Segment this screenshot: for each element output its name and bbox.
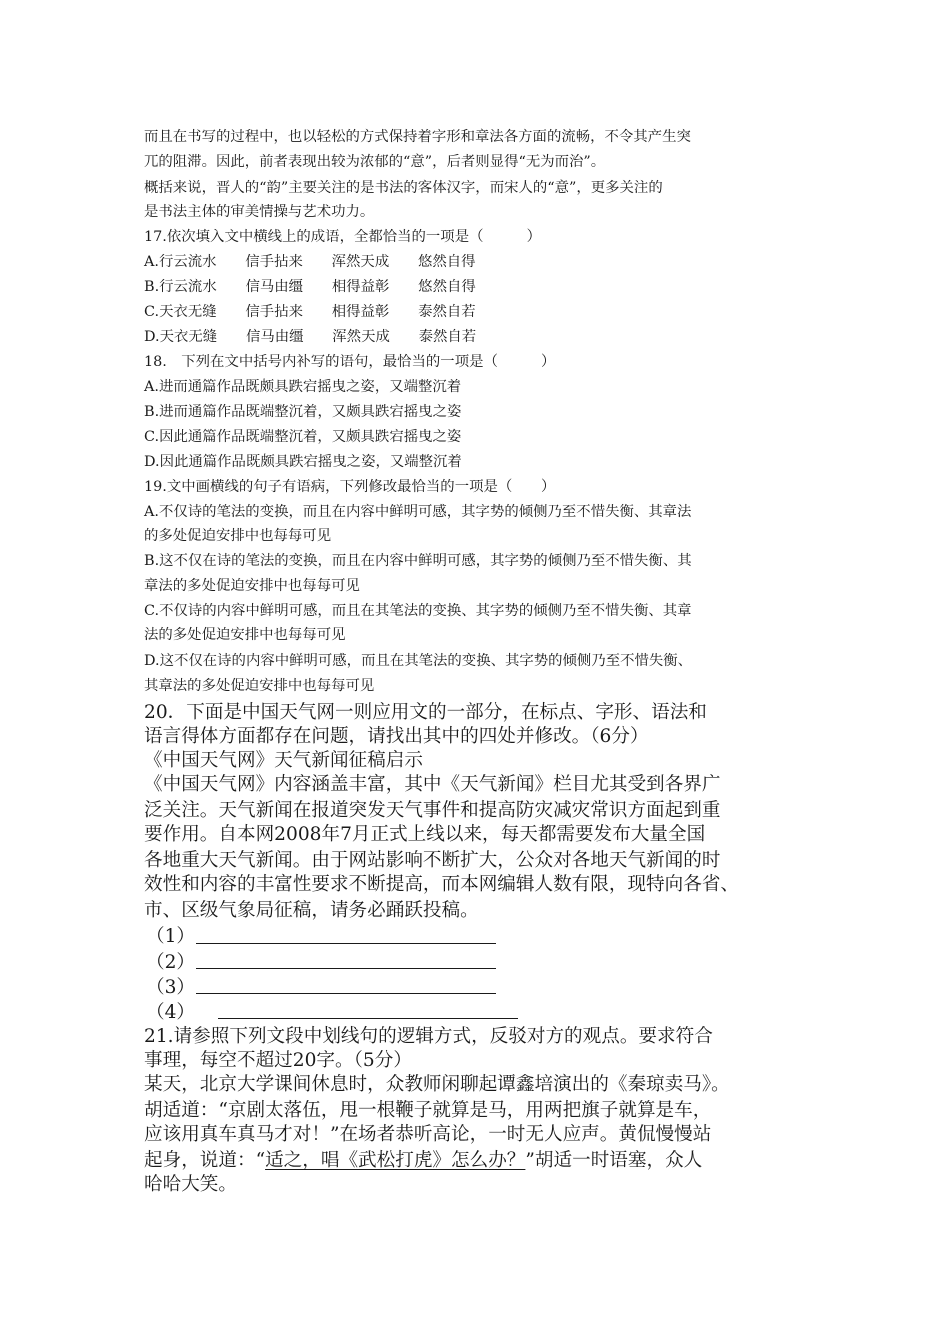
- q21-passage-line-1: 某天，北京大学课间休息时，众教师闲聊起谭鑫培演出的《秦琼卖马》。: [144, 1074, 730, 1095]
- q19-option-d-line-2: 其章法的多处促迫安排中也每每可见: [144, 678, 375, 694]
- q20-blank-3-label: （3）: [146, 977, 196, 998]
- q19-option-c-line-2: 法的多处促迫安排中也每每可见: [144, 627, 346, 643]
- q21-stem-line-2: 事理，每空不超过20字。（5分）: [144, 1050, 412, 1071]
- intro-line-2: 兀的阻滞。因此，前者表现出较为浓郁的“意”，后者则显得“无为而治”。: [144, 154, 606, 170]
- q17-stem: 17.依次填入文中横线上的成语，全都恰当的一项是（ ）: [144, 229, 542, 245]
- q20-notice-line-4: 各地重大天气新闻。由于网站影响不断扩大，公众对各地天气新闻的时: [144, 850, 721, 871]
- q19-option-c-line-1: C.不仅诗的内容中鲜明可感，而且在其笔法的变换、其字势的倾侧乃至不惜失衡、其章: [144, 603, 692, 619]
- q18-option-a: A.进而通篇作品既颇具跌宕摇曳之姿，又端整沉着: [144, 379, 462, 395]
- q18-option-d: D.因此通篇作品既颇具跌宕摇曳之姿，又端整沉着: [144, 454, 462, 470]
- q20-notice-line-5: 效性和内容的丰富性要求不断提高，而本网编辑人数有限，现特向各省、: [144, 874, 740, 895]
- q21-stem-line-1: 21.请参照下列文段中划线句的逻辑方式，反驳对方的观点。要求符合: [144, 1026, 713, 1047]
- q20-notice-line-1: 《中国天气网》内容涵盖丰富，其中《天气新闻》栏目尤其受到各界广: [144, 774, 721, 795]
- q21-passage-line-3: 应该用真车真马才对！”在场者恭听高论，一时无人应声。黄侃慢慢站: [144, 1124, 712, 1145]
- q19-option-a-line-1: A.不仅诗的笔法的变换，而且在内容中鲜明可感，其字势的倾侧乃至不惜失衡、其章法: [144, 504, 692, 520]
- q20-notice-line-2: 泛关注。天气新闻在报道突发天气事件和提高防灾减灾常识方面起到重: [144, 800, 721, 821]
- q20-blank-4-line[interactable]: [218, 1018, 518, 1019]
- q19-option-d-line-1: D.这不仅在诗的内容中鲜明可感，而且在其笔法的变换、其字势的倾侧乃至不惜失衡、: [144, 653, 693, 669]
- intro-line-4: 是书法主体的审美情操与艺术功力。: [144, 204, 375, 220]
- q19-option-a-line-2: 的多处促迫安排中也每每可见: [144, 528, 332, 544]
- q20-blank-2-label: （2）: [146, 952, 196, 973]
- q21-passage-line-4-start: 起身，说道：“: [144, 1150, 266, 1171]
- q21-underlined-sentence: 适之，唱《武松打虎》怎么办？: [265, 1150, 526, 1171]
- q20-notice-line-3: 要作用。自本网2008年7月正式上线以来，每天都需要发布大量全国: [144, 824, 706, 845]
- q18-stem: 18. 下列在文中括号内补写的语句，最恰当的一项是（ ）: [144, 354, 556, 370]
- q17-option-b: B.行云流水 信马由缰 相得益彰 悠然自得: [144, 279, 476, 295]
- q18-option-c: C.因此通篇作品既端整沉着，又颇具跌宕摇曳之姿: [144, 429, 462, 445]
- q20-stem-line-1: 20．下面是中国天气网一则应用文的一部分，在标点、字形、语法和: [144, 702, 707, 723]
- q20-blank-3-line[interactable]: [196, 993, 496, 994]
- q17-option-c: C.天衣无缝 信手拈来 相得益彰 泰然自若: [144, 304, 476, 320]
- q17-option-a: A.行云流水 信手拈来 浑然天成 悠然自得: [144, 254, 476, 270]
- q21-passage-line-4-end: ”胡适一时语塞，众人: [525, 1150, 703, 1171]
- q20-blank-4-label: （4）: [146, 1002, 196, 1023]
- q19-option-b-line-1: B.这不仅在诗的笔法的变换，而且在内容中鲜明可感，其字势的倾侧乃至不惜失衡、其: [144, 553, 692, 569]
- q20-stem-line-2: 语言得体方面都存在问题，请找出其中的四处并修改。（6分）: [144, 726, 649, 747]
- q18-option-b: B.进而通篇作品既端整沉着，又颇具跌宕摇曳之姿: [144, 404, 462, 420]
- q21-passage-line-4: [144, 1148, 702, 1174]
- q21-passage-line-5: 哈哈大笑。: [144, 1174, 237, 1195]
- q17-option-d: D.天衣无缝 信马由缰 浑然天成 泰然自若: [144, 329, 477, 345]
- q20-notice-line-6: 市、区级气象局征稿，请务必踊跃投稿。: [144, 900, 479, 921]
- q19-option-b-line-2: 章法的多处促迫安排中也每每可见: [144, 578, 360, 594]
- q19-stem: 19.文中画横线的句子有语病，下列修改最恰当的一项是（ ）: [144, 479, 556, 495]
- intro-line-1: 而且在书写的过程中，也以轻松的方式保持着字形和章法各方面的流畅，不令其产生突: [144, 129, 691, 145]
- intro-line-3: 概括来说，晋人的“韵”主要关注的是书法的客体汉字，而宋人的“意”，更多关注的: [144, 180, 663, 196]
- q20-blank-1-label: （1）: [146, 926, 196, 947]
- q20-blank-2-line[interactable]: [196, 968, 496, 969]
- q21-passage-line-2: 胡适道：“京剧太落伍，甩一根鞭子就算是马，用两把旗子就算是车，: [144, 1100, 712, 1121]
- q20-blank-1-line[interactable]: [196, 943, 496, 944]
- q20-notice-title: 《中国天气网》天气新闻征稿启示: [144, 750, 423, 771]
